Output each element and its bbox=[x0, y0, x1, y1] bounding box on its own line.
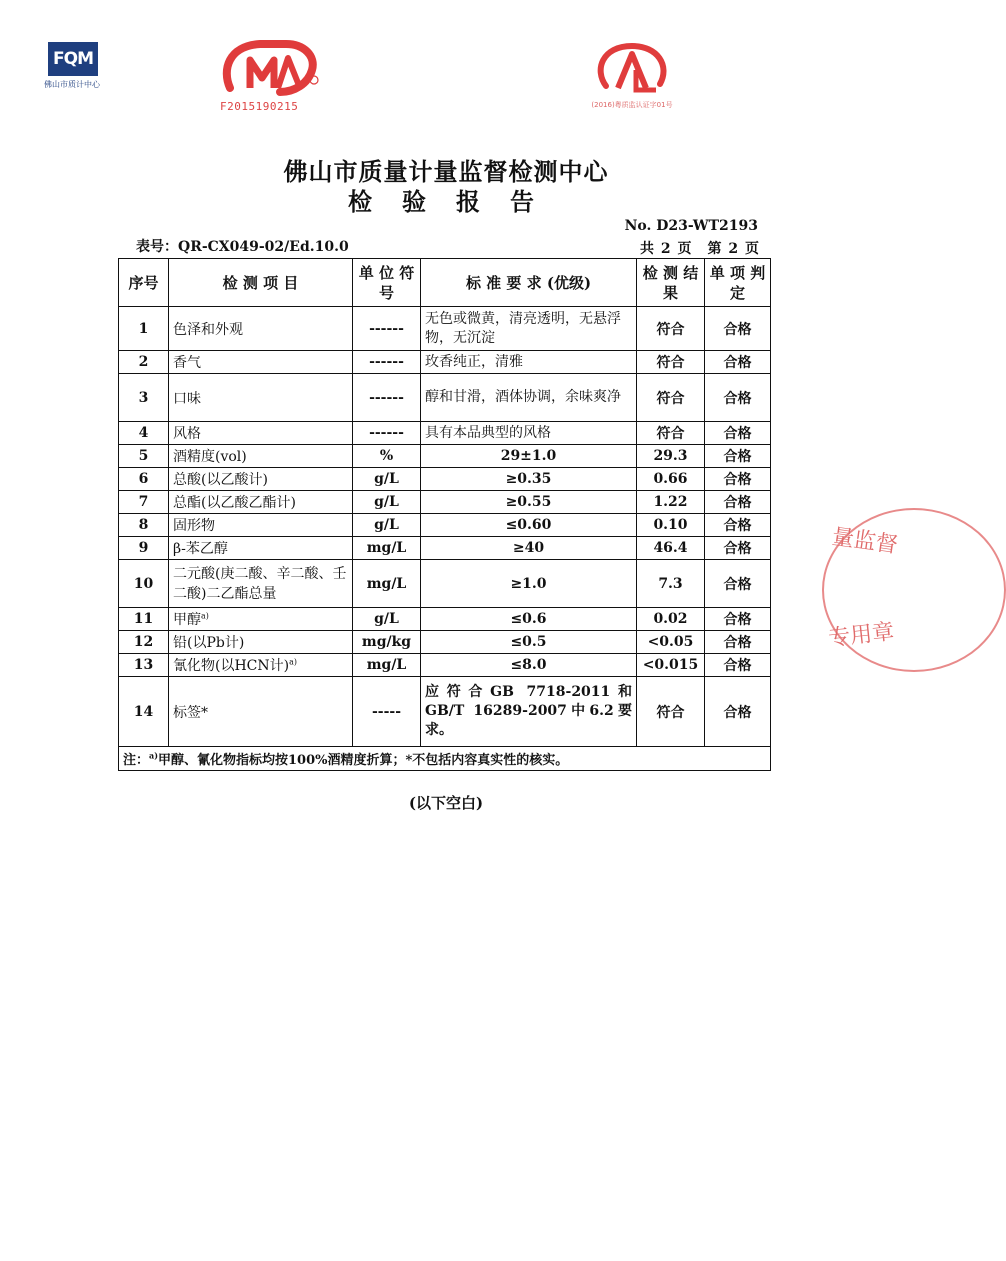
row-result: 符合 bbox=[637, 422, 705, 445]
row-item-cell bbox=[169, 654, 353, 677]
row-index: 11 bbox=[119, 608, 169, 631]
fqm-logo bbox=[44, 42, 116, 90]
row-item: 酒精度(vol) bbox=[169, 445, 353, 468]
row-index: 12 bbox=[119, 631, 169, 654]
header-judgement: 单 项 判 定 bbox=[705, 259, 771, 307]
row-item: 铅(以Pb计) bbox=[169, 631, 353, 654]
row-result: 符合 bbox=[637, 307, 705, 351]
table-row bbox=[119, 608, 771, 631]
row-judgement: 合格 bbox=[705, 537, 771, 560]
row-judgement: 合格 bbox=[705, 677, 771, 747]
note-footnote: a) bbox=[149, 750, 158, 761]
row-item: 氰化物(以HCN计) bbox=[173, 658, 290, 674]
cal-mark-icon bbox=[592, 40, 672, 98]
row-item: 总酸(以乙酸计) bbox=[169, 468, 353, 491]
page-count: 共 2 页 第 2 页 bbox=[640, 241, 760, 257]
note-text: 甲醇、氰化物指标均按100%酒精度折算；*不包括内容真实性的核实。 bbox=[157, 753, 569, 768]
header-standard: 标 准 要 求 (优级) bbox=[421, 259, 637, 307]
cma-logo bbox=[220, 40, 330, 113]
row-judgement: 合格 bbox=[705, 422, 771, 445]
page-title: 佛山市质量计量监督检测中心 bbox=[283, 157, 609, 186]
row-unit: ------ bbox=[353, 351, 421, 374]
row-unit: ------ bbox=[353, 307, 421, 351]
row-judgement: 合格 bbox=[705, 491, 771, 514]
table-note bbox=[119, 747, 771, 771]
row-standard: ≤0.6 bbox=[421, 608, 637, 631]
cma-code: F2015190215 bbox=[220, 100, 299, 113]
table-header-row bbox=[119, 259, 771, 307]
table-note-row bbox=[119, 747, 771, 771]
table-row bbox=[119, 537, 771, 560]
row-index: 5 bbox=[119, 445, 169, 468]
row-judgement: 合格 bbox=[705, 351, 771, 374]
official-seal bbox=[822, 508, 900, 668]
inspection-table bbox=[118, 258, 771, 771]
row-standard: ≤8.0 bbox=[421, 654, 637, 677]
row-standard: 应符合GB 7718-2011和GB/T 16289-2007中6.2要求。 bbox=[421, 677, 637, 747]
fqm-caption: 佛山市质计中心 bbox=[44, 80, 100, 89]
blank-below-note: (以下空白) bbox=[408, 794, 484, 812]
row-result: 1.22 bbox=[637, 491, 705, 514]
row-standard: ≤0.5 bbox=[421, 631, 637, 654]
form-number: 表号：QR-CX049-02/Ed.10.0 bbox=[136, 239, 349, 255]
row-result: 符合 bbox=[637, 351, 705, 374]
row-unit: % bbox=[353, 445, 421, 468]
row-item: 固形物 bbox=[169, 514, 353, 537]
table-row bbox=[119, 677, 771, 747]
row-item: β-苯乙醇 bbox=[169, 537, 353, 560]
row-result: 0.66 bbox=[637, 468, 705, 491]
row-index: 7 bbox=[119, 491, 169, 514]
row-unit: g/L bbox=[353, 514, 421, 537]
row-index: 3 bbox=[119, 374, 169, 422]
row-result: 46.4 bbox=[637, 537, 705, 560]
row-item-cell bbox=[169, 608, 353, 631]
row-unit: mg/kg bbox=[353, 631, 421, 654]
table-row bbox=[119, 307, 771, 351]
row-judgement: 合格 bbox=[705, 514, 771, 537]
row-unit: g/L bbox=[353, 491, 421, 514]
row-judgement: 合格 bbox=[705, 468, 771, 491]
row-standard: 29±1.0 bbox=[421, 445, 637, 468]
row-result: 符合 bbox=[637, 374, 705, 422]
cal-code: (2016)粤质监认证字01号 bbox=[591, 101, 673, 109]
row-standard: 玫香纯正，清雅 bbox=[421, 351, 637, 374]
row-judgement: 合格 bbox=[705, 445, 771, 468]
note-prefix: 注： bbox=[123, 753, 150, 768]
cal-logo bbox=[584, 40, 680, 110]
row-result: 7.3 bbox=[637, 560, 705, 608]
row-index: 6 bbox=[119, 468, 169, 491]
row-result: 0.02 bbox=[637, 608, 705, 631]
header-unit: 单 位 符 号 bbox=[353, 259, 421, 307]
table-row bbox=[119, 351, 771, 374]
table-row bbox=[119, 514, 771, 537]
row-item: 总酯(以乙酸乙酯计) bbox=[169, 491, 353, 514]
row-unit: ------ bbox=[353, 422, 421, 445]
cma-mark-icon bbox=[220, 40, 320, 98]
table-row bbox=[119, 374, 771, 422]
row-index: 2 bbox=[119, 351, 169, 374]
row-unit: g/L bbox=[353, 468, 421, 491]
row-item-footnote: a) bbox=[201, 611, 209, 621]
row-index: 13 bbox=[119, 654, 169, 677]
row-result: 0.10 bbox=[637, 514, 705, 537]
fqm-logo-mark: FQM bbox=[48, 42, 98, 76]
table-row bbox=[119, 445, 771, 468]
row-standard: 无色或微黄，清亮透明，无悬浮物，无沉淀 bbox=[421, 307, 637, 351]
row-index: 4 bbox=[119, 422, 169, 445]
row-unit: g/L bbox=[353, 608, 421, 631]
table-row bbox=[119, 631, 771, 654]
header-index: 序号 bbox=[119, 259, 169, 307]
row-unit: mg/L bbox=[353, 560, 421, 608]
row-standard: 具有本品典型的风格 bbox=[421, 422, 637, 445]
table-row bbox=[119, 560, 771, 608]
row-standard: ≥1.0 bbox=[421, 560, 637, 608]
row-standard: ≥0.35 bbox=[421, 468, 637, 491]
row-result: 29.3 bbox=[637, 445, 705, 468]
row-result: 符合 bbox=[637, 677, 705, 747]
row-item-footnote: a) bbox=[289, 657, 297, 667]
row-judgement: 合格 bbox=[705, 608, 771, 631]
row-standard: ≥40 bbox=[421, 537, 637, 560]
row-item: 色泽和外观 bbox=[169, 307, 353, 351]
row-unit: ----- bbox=[353, 677, 421, 747]
table-row bbox=[119, 654, 771, 677]
row-index: 10 bbox=[119, 560, 169, 608]
page-subtitle: 检验报告 bbox=[348, 187, 564, 216]
row-item: 口味 bbox=[169, 374, 353, 422]
row-judgement: 合格 bbox=[705, 307, 771, 351]
row-item: 风格 bbox=[169, 422, 353, 445]
row-index: 8 bbox=[119, 514, 169, 537]
table-row bbox=[119, 422, 771, 445]
row-item: 甲醇 bbox=[173, 612, 201, 628]
table-row bbox=[119, 491, 771, 514]
row-unit: mg/L bbox=[353, 654, 421, 677]
row-result: <0.05 bbox=[637, 631, 705, 654]
row-judgement: 合格 bbox=[705, 374, 771, 422]
row-standard: ≥0.55 bbox=[421, 491, 637, 514]
table-row bbox=[119, 468, 771, 491]
row-judgement: 合格 bbox=[705, 631, 771, 654]
seal-text-bottom: 专用章 bbox=[827, 619, 896, 652]
row-item: 香气 bbox=[169, 351, 353, 374]
header-result: 检 测 结 果 bbox=[637, 259, 705, 307]
row-unit: ------ bbox=[353, 374, 421, 422]
row-result: <0.015 bbox=[637, 654, 705, 677]
row-judgement: 合格 bbox=[705, 560, 771, 608]
header-item: 检 测 项 目 bbox=[169, 259, 353, 307]
row-index: 9 bbox=[119, 537, 169, 560]
seal-text-top: 量监督 bbox=[830, 524, 900, 559]
row-judgement: 合格 bbox=[705, 654, 771, 677]
report-number: No. D23-WT2193 bbox=[624, 218, 758, 234]
row-item: 二元酸(庚二酸、辛二酸、壬二酸)二乙酯总量 bbox=[169, 560, 353, 608]
row-standard: ≤0.60 bbox=[421, 514, 637, 537]
row-standard: 醇和甘滑，酒体协调，余味爽净 bbox=[421, 374, 637, 422]
row-item: 标签* bbox=[169, 677, 353, 747]
row-index: 1 bbox=[119, 307, 169, 351]
row-unit: mg/L bbox=[353, 537, 421, 560]
row-index: 14 bbox=[119, 677, 169, 747]
